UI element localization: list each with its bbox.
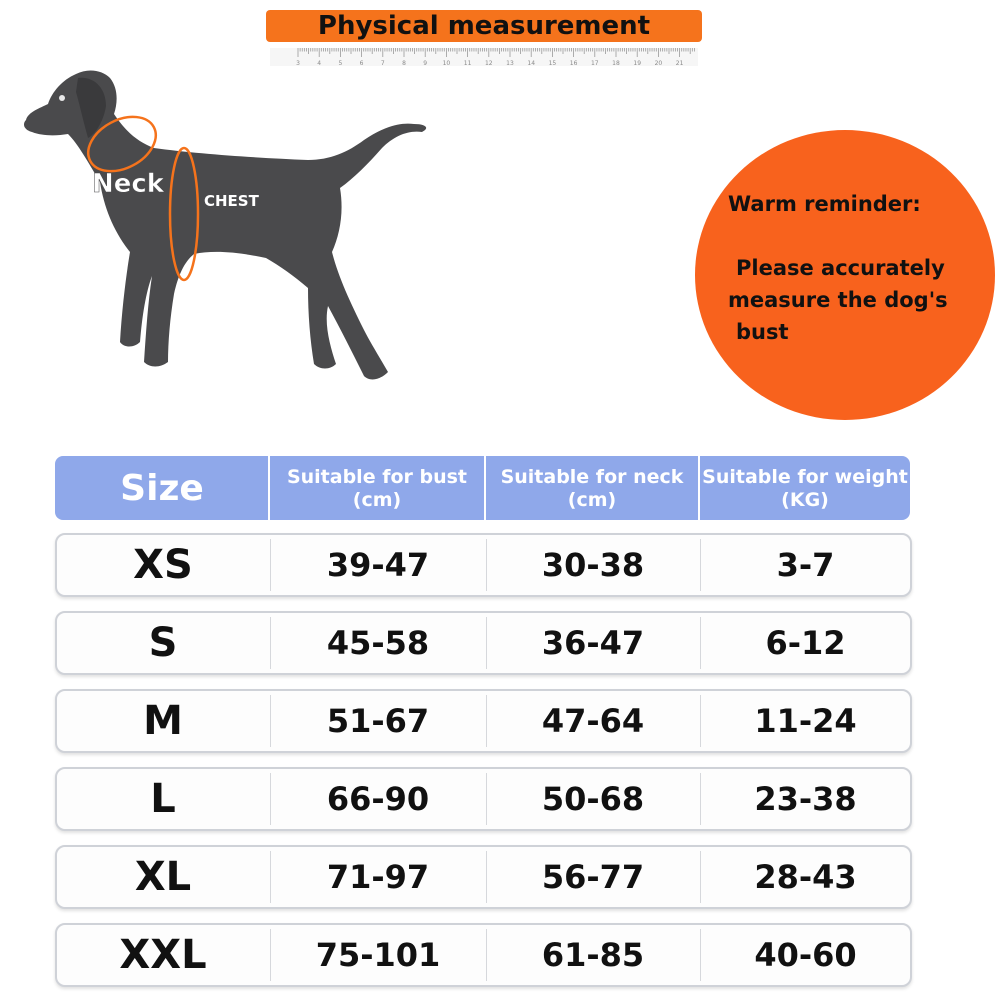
header-bust — [270, 456, 484, 520]
ruler-tick-label: 13 — [506, 60, 514, 67]
ruler-tick-label: 21 — [675, 60, 684, 67]
header-size: Size — [120, 467, 204, 509]
cell-size: S — [148, 620, 178, 666]
cell-neck: 50-68 — [541, 780, 645, 818]
reminder-line: bust — [736, 320, 789, 344]
cell-bust: 45-58 — [326, 624, 430, 662]
ruler-tick-label: 9 — [423, 60, 428, 67]
reminder-line: measure the dog's — [728, 288, 948, 312]
header-neck-label: Suitable for neck — [500, 466, 684, 488]
ruler-tick-label: 10 — [442, 60, 451, 67]
cell-neck: 30-38 — [541, 546, 645, 584]
cell-bust: 71-97 — [326, 858, 430, 896]
ruler-tick-label: 5 — [338, 60, 343, 67]
cell-size: XXL — [119, 932, 207, 978]
table-row — [55, 611, 912, 675]
ruler-tick-label: 19 — [633, 60, 642, 67]
cell-weight: 3-7 — [776, 546, 835, 584]
table-row — [55, 689, 912, 753]
ruler-tick-label: 8 — [402, 60, 406, 67]
cell-weight: 23-38 — [754, 780, 857, 818]
cell-size: XS — [133, 542, 193, 588]
table-row — [55, 923, 912, 987]
cell-size: M — [143, 698, 183, 744]
ruler-tick-label: 20 — [654, 60, 663, 67]
page-title: Physical measurement — [266, 10, 702, 42]
cell-bust: 39-47 — [326, 546, 430, 584]
ruler-tick-label: 18 — [612, 60, 620, 67]
ruler-tick-label: 12 — [484, 60, 493, 67]
cell-neck: 61-85 — [541, 936, 645, 974]
ruler-tick-label: 11 — [463, 60, 472, 67]
cell-weight: 28-43 — [754, 858, 857, 896]
dog-silhouette-illustration — [18, 62, 438, 392]
ruler-tick-label: 4 — [317, 60, 322, 67]
reminder-heading: Warm reminder: — [728, 192, 921, 216]
cell-bust: 75-101 — [315, 936, 441, 974]
header-weight — [700, 456, 910, 520]
ruler-tick-label: 14 — [527, 60, 536, 67]
reminder-line: Please accurately — [736, 256, 945, 280]
ruler-tick-label: 6 — [359, 60, 364, 67]
header-bust-unit: (cm) — [352, 489, 402, 511]
header-weight-label: Suitable for weight — [702, 466, 908, 488]
cell-neck: 36-47 — [541, 624, 645, 662]
neck-label: Neck — [92, 169, 165, 199]
cell-bust: 51-67 — [326, 702, 430, 740]
cell-weight: 6-12 — [765, 624, 846, 662]
chest-label: CHEST — [204, 192, 259, 210]
ruler-tick-label: 7 — [380, 60, 385, 67]
cell-neck: 56-77 — [541, 858, 645, 896]
table-row — [55, 533, 912, 597]
table-row — [55, 845, 912, 909]
cell-size: XL — [134, 854, 192, 900]
header-neck — [486, 456, 698, 520]
cell-neck: 47-64 — [541, 702, 645, 740]
table-row — [55, 767, 912, 831]
cell-weight: 11-24 — [754, 702, 857, 740]
ruler-tick-label: 3 — [296, 60, 300, 67]
header-neck-unit: (cm) — [567, 489, 617, 511]
ruler-tick-label: 16 — [569, 60, 578, 67]
dog-eye — [59, 95, 65, 101]
header-weight-unit: (KG) — [781, 489, 829, 511]
header-bust-label: Suitable for bust — [286, 466, 468, 488]
ruler-tick-label: 15 — [548, 60, 557, 67]
cell-size: L — [150, 776, 176, 822]
size-table-header — [55, 456, 910, 520]
ruler-tick-label: 17 — [590, 60, 599, 67]
cell-weight: 40-60 — [754, 936, 857, 974]
warm-reminder-circle — [695, 130, 995, 420]
cell-bust: 66-90 — [326, 780, 430, 818]
